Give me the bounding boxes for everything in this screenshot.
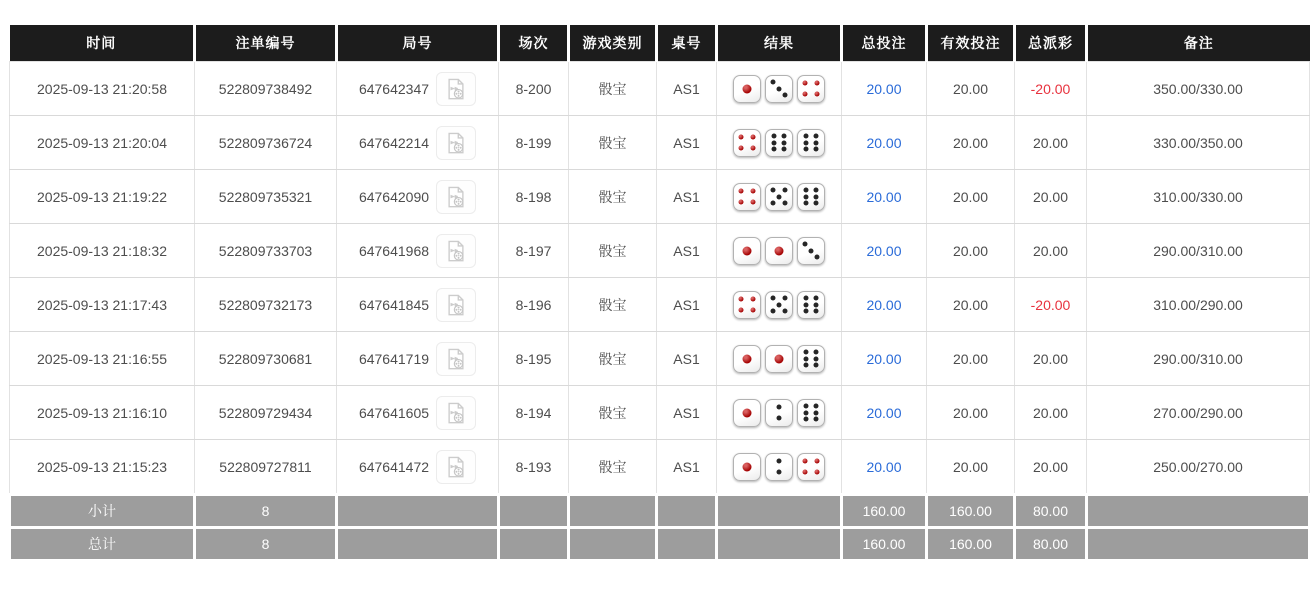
die-2-icon [765,453,793,481]
die-2-icon [765,399,793,427]
die-dot [814,458,819,463]
die-dot [803,194,808,199]
cell-bet_no: 522809736724 [195,116,337,170]
round-no-text: 647642214 [358,134,430,151]
cell-session: 8-194 [499,386,569,440]
cell-remark: 310.00/330.00 [1087,170,1310,224]
die-dot [775,246,784,255]
die-dot [777,404,782,409]
die-dot [814,134,819,139]
die-dot [783,308,788,313]
cell-time: 2025-09-13 21:15:23 [10,440,195,495]
footer-total-bet-cell: 160.00 [842,495,927,528]
cell-time: 2025-09-13 21:18:32 [10,224,195,278]
die-dot [814,194,819,199]
die-3-icon [797,237,825,265]
cell-table_no: AS1 [657,170,717,224]
die-dot [775,354,784,363]
die-dot [803,201,808,206]
round-no-wrap [337,288,498,322]
cell-table_no: AS1 [657,386,717,440]
die-dot [783,92,788,97]
die-6-icon [797,183,825,211]
die-6-icon [797,129,825,157]
table-footer [10,495,1310,561]
die-dot [815,254,820,259]
cell-total_payout [1015,224,1087,278]
die-1-icon [733,345,761,373]
die-dot [803,404,808,409]
round-no-wrap [337,450,498,484]
round-no-text: 647641605 [358,404,430,421]
cell-remark: 290.00/310.00 [1087,332,1310,386]
cell-bet_no: 522809733703 [195,224,337,278]
total-payout-amount: -20.00 [1030,80,1071,97]
cell-total_payout [1015,62,1087,116]
die-dot [803,309,808,314]
die-5-icon [765,183,793,211]
die-dot [814,140,819,145]
footer-label-cell: 总计 [10,528,195,561]
total-payout-amount: 20.00 [1032,404,1069,421]
footer-empty-cell [337,528,499,561]
die-dot [750,200,755,205]
cell-valid_bet: 20.00 [927,386,1015,440]
cell-game_type: 骰宝 [569,386,657,440]
round-no-text: 647641845 [358,296,430,313]
die-dot [814,356,819,361]
cell-total_payout [1015,332,1087,386]
cell-result [717,116,842,170]
cell-result [717,224,842,278]
cell-session: 8-196 [499,278,569,332]
die-dot [814,404,819,409]
cell-total_bet [842,332,927,386]
column-header-total_payout: 总派彩 [1015,25,1087,62]
cell-table_no: AS1 [657,332,717,386]
total-payout-amount: 20.00 [1032,188,1069,205]
die-dot [743,462,752,471]
die-dot [814,147,819,152]
cell-session: 8-199 [499,116,569,170]
total-payout-amount: 20.00 [1032,242,1069,259]
die-dot [750,134,755,139]
cell-round_no [337,386,499,440]
cell-round_no [337,440,499,495]
video-replay-icon [445,132,467,154]
cell-remark: 270.00/290.00 [1087,386,1310,440]
column-header-total_bet: 总投注 [842,25,927,62]
cell-total_payout [1015,386,1087,440]
footer-row [10,528,1310,561]
table-row [10,170,1310,224]
cell-remark: 310.00/290.00 [1087,278,1310,332]
die-dot [770,188,775,193]
cell-result [717,62,842,116]
column-header-remark: 备注 [1087,25,1310,62]
die-dot [814,470,819,475]
die-dot [803,134,808,139]
total-payout-amount: 20.00 [1032,134,1069,151]
footer-count-cell: 8 [195,495,337,528]
video-replay-icon [445,186,467,208]
die-dot [802,242,807,247]
die-4-icon [797,453,825,481]
die-dot [814,363,819,368]
die-dot [783,296,788,301]
die-dot [770,296,775,301]
cell-session: 8-200 [499,62,569,116]
table-header [10,25,1310,62]
video-replay-icon [445,402,467,424]
die-dot [750,188,755,193]
cell-valid_bet: 20.00 [927,170,1015,224]
round-no-text: 647642347 [358,80,430,97]
die-dot [803,356,808,361]
die-dot [803,147,808,152]
cell-remark: 250.00/270.00 [1087,440,1310,495]
die-dot [803,410,808,415]
footer-total-bet-cell: 160.00 [842,528,927,561]
cell-session: 8-195 [499,332,569,386]
video-replay-button[interactable] [436,342,476,376]
video-replay-button[interactable] [436,72,476,106]
cell-time: 2025-09-13 21:20:04 [10,116,195,170]
die-dot [803,296,808,301]
video-replay-icon [445,456,467,478]
die-dot [803,458,808,463]
die-dot [814,92,819,97]
die-dot [739,200,744,205]
cell-round_no [337,170,499,224]
video-replay-button[interactable] [436,180,476,214]
cell-remark: 330.00/350.00 [1087,116,1310,170]
cell-total_payout [1015,440,1087,495]
die-dot [814,410,819,415]
die-6-icon [765,129,793,157]
video-replay-icon [445,294,467,316]
cell-valid_bet: 20.00 [927,440,1015,495]
die-dot [770,200,775,205]
cell-round_no [337,116,499,170]
video-replay-button[interactable] [436,288,476,322]
footer-empty-cell [337,495,499,528]
die-dot [777,458,782,463]
table-body [10,62,1310,495]
die-dot [771,134,776,139]
column-header-session: 场次 [499,25,569,62]
video-replay-button[interactable] [436,450,476,484]
footer-row [10,495,1310,528]
cell-bet_no: 522809727811 [195,440,337,495]
footer-empty-cell [1087,528,1310,561]
table-row [10,224,1310,278]
cell-result [717,440,842,495]
cell-table_no: AS1 [657,62,717,116]
die-3-icon [765,75,793,103]
footer-empty-cell [569,528,657,561]
die-6-icon [797,291,825,319]
table-row [10,332,1310,386]
cell-valid_bet: 20.00 [927,116,1015,170]
die-dot [803,302,808,307]
round-no-wrap [337,396,498,430]
die-dot [750,308,755,313]
cell-bet_no: 522809732173 [195,278,337,332]
column-header-time: 时间 [10,25,195,62]
die-dot [739,188,744,193]
video-replay-icon [445,240,467,262]
die-dot [803,140,808,145]
die-dot [803,92,808,97]
die-dot [771,140,776,145]
die-1-icon [765,345,793,373]
cell-total_payout [1015,278,1087,332]
cell-game_type: 骰宝 [569,170,657,224]
video-replay-button[interactable] [436,126,476,160]
video-replay-button[interactable] [436,234,476,268]
die-dot [782,134,787,139]
cell-table_no: AS1 [657,224,717,278]
cell-session: 8-198 [499,170,569,224]
cell-total_bet [842,386,927,440]
video-replay-icon [445,78,467,100]
cell-total_bet [842,440,927,495]
cell-remark: 290.00/310.00 [1087,224,1310,278]
column-header-bet_no: 注单编号 [195,25,337,62]
round-no-wrap [337,180,498,214]
die-dot [814,309,819,314]
footer-empty-cell [717,495,842,528]
cell-session: 8-197 [499,224,569,278]
die-dot [803,470,808,475]
footer-valid-bet-cell: 160.00 [927,495,1015,528]
total-payout-amount: 20.00 [1032,458,1069,475]
die-dot [814,417,819,422]
total-bet-amount[interactable]: 20.00 [866,350,902,367]
die-dot [743,246,752,255]
die-dot [743,408,752,417]
die-dot [782,147,787,152]
footer-empty-cell [657,528,717,561]
cell-bet_no: 522809729434 [195,386,337,440]
footer-empty-cell [717,528,842,561]
die-dot [770,80,775,85]
total-bet-amount[interactable]: 20.00 [866,80,902,97]
cell-result [717,278,842,332]
footer-label-cell: 小计 [10,495,195,528]
die-dot [803,363,808,368]
die-dot [783,188,788,193]
table-row [10,386,1310,440]
cell-game_type: 骰宝 [569,332,657,386]
die-dot [771,147,776,152]
column-header-game_type: 游戏类别 [569,25,657,62]
die-dot [803,417,808,422]
cell-total_payout [1015,116,1087,170]
round-no-wrap [337,126,498,160]
round-no-text: 647641719 [358,350,430,367]
cell-valid_bet: 20.00 [927,332,1015,386]
round-no-wrap [337,234,498,268]
total-payout-amount: -20.00 [1030,296,1071,313]
cell-total_payout [1015,170,1087,224]
die-1-icon [733,399,761,427]
header-row [10,25,1310,62]
die-6-icon [797,345,825,373]
total-bet-amount[interactable]: 20.00 [866,296,902,313]
cell-game_type: 骰宝 [569,116,657,170]
die-dot [739,308,744,313]
footer-empty-cell [657,495,717,528]
die-dot [739,296,744,301]
cell-valid_bet: 20.00 [927,62,1015,116]
cell-valid_bet: 20.00 [927,278,1015,332]
footer-empty-cell [1087,495,1310,528]
footer-total-payout-cell: 80.00 [1015,528,1087,561]
die-1-icon [733,237,761,265]
cell-round_no [337,278,499,332]
round-no-text: 647641968 [358,242,430,259]
column-header-round_no: 局号 [337,25,499,62]
cell-time: 2025-09-13 21:20:58 [10,62,195,116]
cell-result [717,386,842,440]
column-header-result: 结果 [717,25,842,62]
die-dot [743,84,752,93]
cell-result [717,170,842,224]
die-dot [743,354,752,363]
table-row [10,440,1310,495]
cell-total_bet [842,170,927,224]
cell-round_no [337,332,499,386]
cell-total_bet [842,62,927,116]
die-dot [777,470,782,475]
table-row [10,278,1310,332]
cell-time: 2025-09-13 21:19:22 [10,170,195,224]
cell-total_bet [842,116,927,170]
cell-remark: 350.00/330.00 [1087,62,1310,116]
total-payout-amount: 20.00 [1032,350,1069,367]
footer-empty-cell [569,495,657,528]
die-dot [814,188,819,193]
cell-bet_no: 522809730681 [195,332,337,386]
video-replay-icon [445,348,467,370]
die-dot [803,188,808,193]
die-dot [777,416,782,421]
cell-bet_no: 522809738492 [195,62,337,116]
footer-empty-cell [499,495,569,528]
die-4-icon [797,75,825,103]
cell-session: 8-193 [499,440,569,495]
total-bet-amount[interactable]: 20.00 [866,458,902,475]
table-row [10,62,1310,116]
die-1-icon [765,237,793,265]
table-row [10,116,1310,170]
die-dot [739,146,744,151]
die-dot [750,146,755,151]
cell-game_type: 骰宝 [569,62,657,116]
die-dot [814,302,819,307]
cell-result [717,332,842,386]
round-no-wrap [337,72,498,106]
cell-bet_no: 522809735321 [195,170,337,224]
cell-round_no [337,62,499,116]
die-dot [814,201,819,206]
die-dot [803,350,808,355]
die-dot [814,296,819,301]
cell-round_no [337,224,499,278]
cell-game_type: 骰宝 [569,440,657,495]
column-header-table_no: 桌号 [657,25,717,62]
die-1-icon [733,453,761,481]
footer-total-payout-cell: 80.00 [1015,495,1087,528]
cell-total_bet [842,224,927,278]
die-6-icon [797,399,825,427]
footer-valid-bet-cell: 160.00 [927,528,1015,561]
cell-game_type: 骰宝 [569,224,657,278]
die-dot [803,80,808,85]
cell-total_bet [842,278,927,332]
round-no-wrap [337,342,498,376]
footer-count-cell: 8 [195,528,337,561]
die-1-icon [733,75,761,103]
die-dot [750,296,755,301]
die-dot [777,194,782,199]
round-no-text: 647642090 [358,188,430,205]
cell-table_no: AS1 [657,278,717,332]
video-replay-button[interactable] [436,396,476,430]
die-dot [782,140,787,145]
footer-empty-cell [499,528,569,561]
die-dot [777,302,782,307]
round-no-text: 647641472 [358,458,430,475]
die-4-icon [733,183,761,211]
cell-table_no: AS1 [657,116,717,170]
bet-history-table [8,25,1311,562]
total-bet-amount[interactable]: 20.00 [866,188,902,205]
cell-time: 2025-09-13 21:17:43 [10,278,195,332]
die-dot [809,248,814,253]
cell-game_type: 骰宝 [569,278,657,332]
total-bet-amount[interactable]: 20.00 [866,242,902,259]
die-5-icon [765,291,793,319]
die-4-icon [733,291,761,319]
cell-time: 2025-09-13 21:16:55 [10,332,195,386]
total-bet-amount[interactable]: 20.00 [866,134,902,151]
die-4-icon [733,129,761,157]
die-dot [777,86,782,91]
cell-time: 2025-09-13 21:16:10 [10,386,195,440]
die-dot [814,80,819,85]
total-bet-amount[interactable]: 20.00 [866,404,902,421]
die-dot [814,350,819,355]
cell-valid_bet: 20.00 [927,224,1015,278]
die-dot [770,308,775,313]
die-dot [783,200,788,205]
column-header-valid_bet: 有效投注 [927,25,1015,62]
die-dot [739,134,744,139]
cell-table_no: AS1 [657,440,717,495]
